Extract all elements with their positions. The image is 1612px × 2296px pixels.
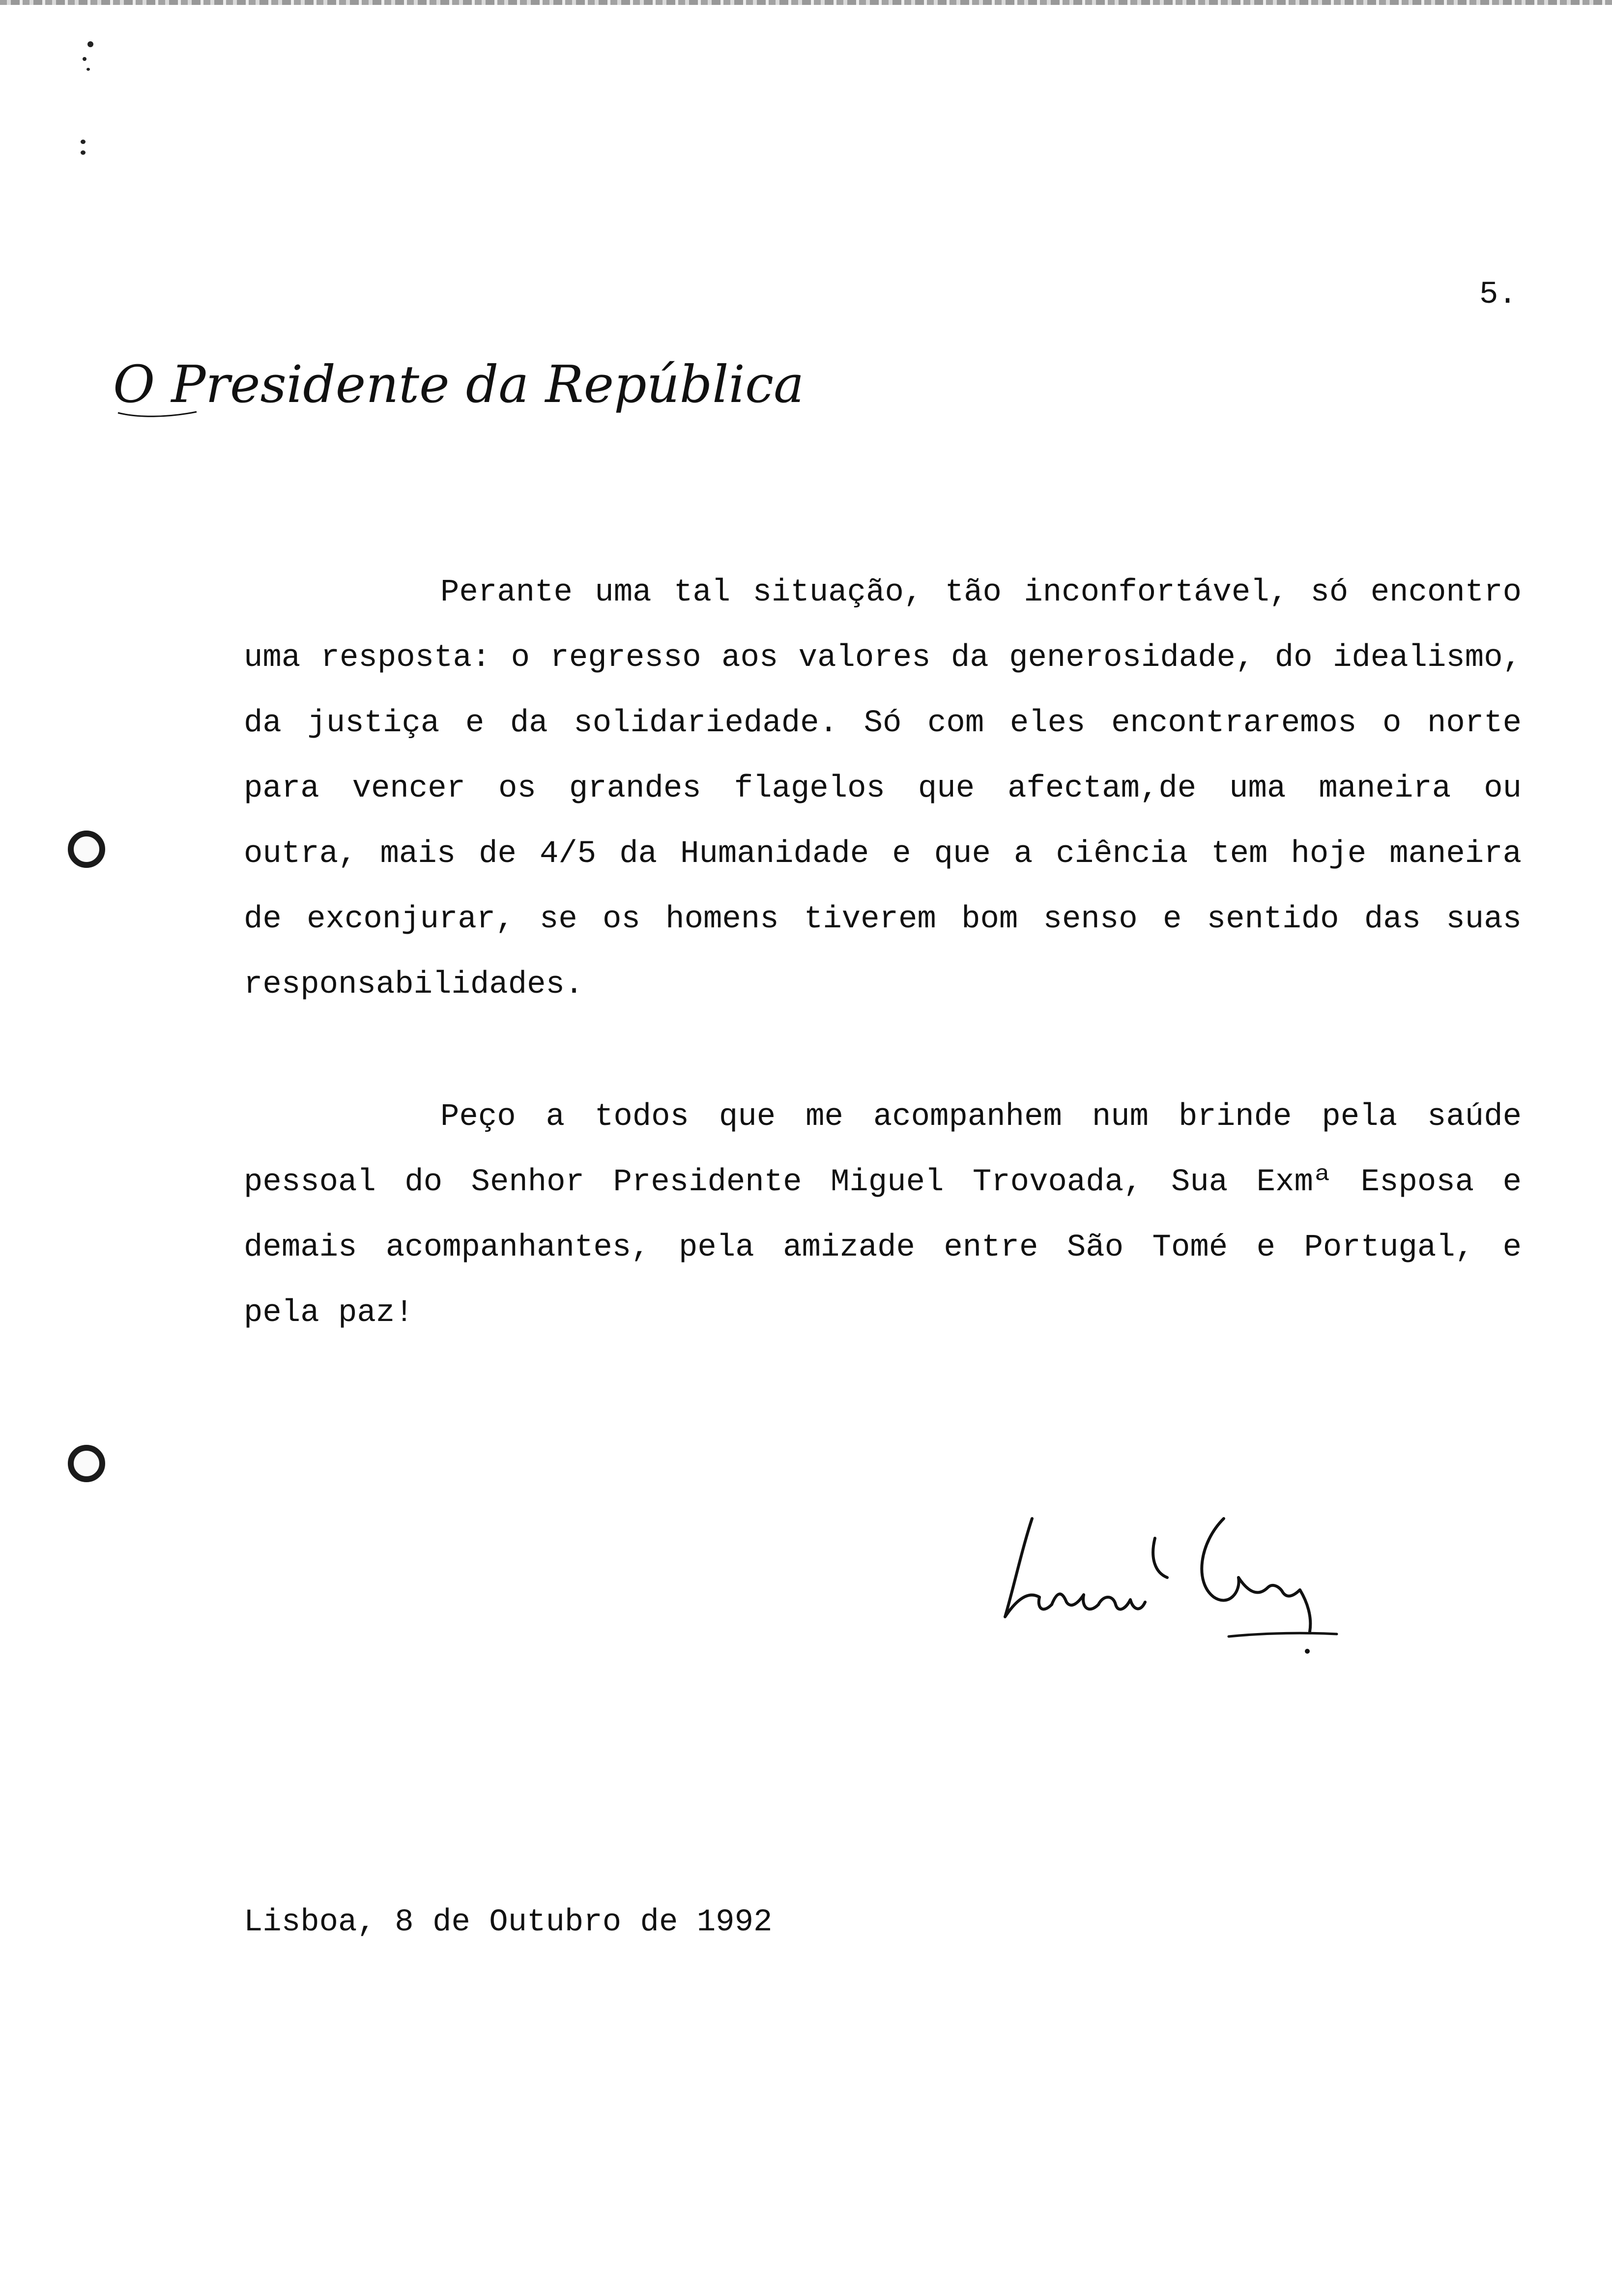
letterhead-script — [108, 344, 805, 432]
handwritten-signature — [993, 1504, 1337, 1666]
place-and-date: Lisboa, 8 de Outubro de 1992 — [244, 1905, 773, 1940]
punch-hole — [68, 1445, 105, 1482]
svg-text:O Presidente da República: O Presidente da República — [113, 354, 805, 414]
body-paragraph: Peço a todos que me acompanhem num brinde pela saúde pessoal do Senhor Presidente Miguel Trovoada, Sua Exmª Esposa e demais acompanhantes, pela amizade entre São Tomé e Portugal, e pela paz! — [244, 1099, 1522, 1331]
scan-speck — [87, 41, 93, 47]
scan-speck — [83, 57, 86, 61]
scan-top-edge — [0, 0, 1612, 5]
page-number: 5. — [1479, 277, 1517, 313]
scan-speck — [81, 150, 86, 155]
body-paragraph: Perante uma tal situação, tão inconfortável, só encontro uma resposta: o regresso aos valores da generosidade, do idealismo, da justiça e da solidariedade. Só com eles encontraremos o norte para vencer os grandes flagelos que afectam,de uma maneira ou outra, mais de 4/5 da Humanidade e que a ciência tem hoje maneira de exconjurar, se os homens tiverem bom senso e sentido das suas responsabilidades. — [244, 575, 1522, 1003]
punch-hole — [68, 831, 105, 868]
scan-speck — [86, 68, 90, 71]
scan-speck — [81, 140, 86, 144]
